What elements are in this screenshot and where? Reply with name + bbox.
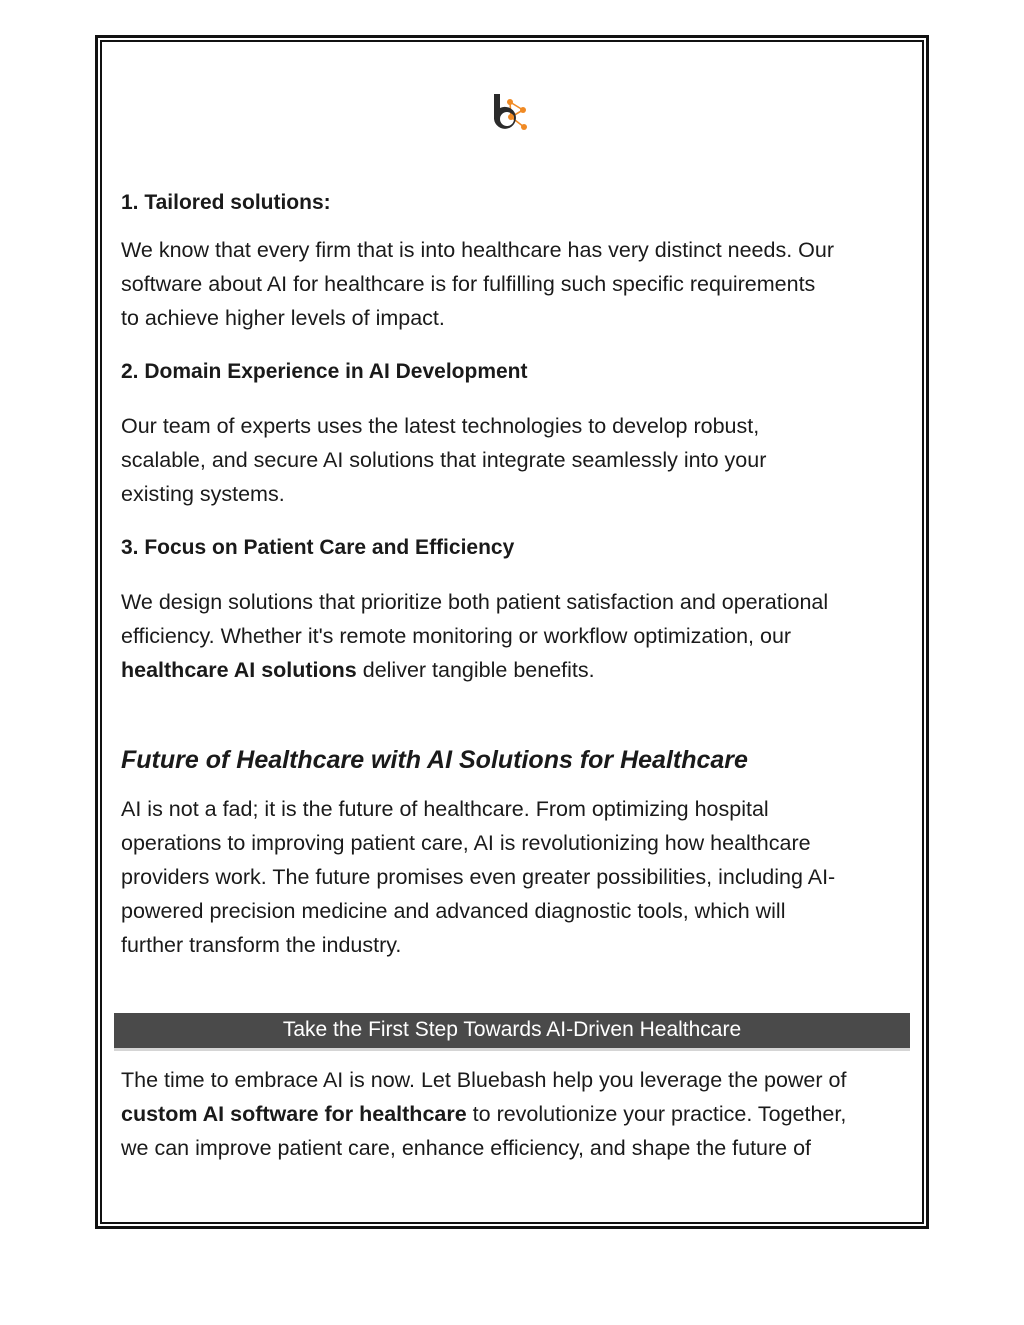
section-heading-domain: 2. Domain Experience in AI Development xyxy=(121,360,528,383)
text-span: deliver tangible benefits. xyxy=(356,658,595,682)
future-paragraph xyxy=(121,792,911,962)
text-line: We design solutions that prioritize both patient satisfaction and operational xyxy=(121,590,829,614)
section-heading-tailored: 1. Tailored solutions: xyxy=(121,191,331,214)
text-line: We know that every firm that is into healthcare has very distinct needs. Our xyxy=(121,238,835,262)
text-line: further transform the industry. xyxy=(121,933,402,957)
text-line: powered precision medicine and advanced diagnostic tools, which will xyxy=(121,899,786,923)
text-line xyxy=(121,1097,911,1131)
text-span: to revolutionize your practice. Together, xyxy=(466,1102,847,1126)
bluebash-logo-icon xyxy=(489,90,531,134)
text-line: efficiency. Whether it's remote monitoring or workflow optimization, our xyxy=(121,624,792,648)
text-line: we can improve patient care, enhance efficiency, and shape the future of xyxy=(121,1136,812,1160)
text-line: Our team of experts uses the latest technologies to develop robust, xyxy=(121,414,760,438)
closing-paragraph xyxy=(121,1063,911,1165)
text-line xyxy=(121,653,911,687)
text-line: existing systems. xyxy=(121,482,285,506)
cta-banner: Take the First Step Towards AI-Driven Healthcare xyxy=(114,1013,910,1051)
section-paragraph-domain xyxy=(121,409,911,511)
future-heading: Future of Healthcare with AI Solutions for Healthcare xyxy=(121,746,748,774)
text-line: providers work. The future promises even greater possibilities, including AI- xyxy=(121,865,836,889)
section-heading-patient-care: 3. Focus on Patient Care and Efficiency xyxy=(121,536,515,559)
text-line: The time to embrace AI is now. Let Bluebash help you leverage the power of xyxy=(121,1068,847,1092)
text-line: software about AI for healthcare is for fulfilling such specific requirements xyxy=(121,272,816,296)
bold-phrase: healthcare AI solutions xyxy=(121,658,357,682)
text-line: operations to improving patient care, AI is revolutionizing how healthcare xyxy=(121,831,811,855)
text-line: to achieve higher levels of impact. xyxy=(121,306,445,330)
section-paragraph-tailored xyxy=(121,233,911,335)
text-line: AI is not a fad; it is the future of healthcare. From optimizing hospital xyxy=(121,797,769,821)
bold-phrase: custom AI software for healthcare xyxy=(121,1102,467,1126)
text-line: scalable, and secure AI solutions that integrate seamlessly into your xyxy=(121,448,767,472)
section-paragraph-patient-care xyxy=(121,585,911,687)
